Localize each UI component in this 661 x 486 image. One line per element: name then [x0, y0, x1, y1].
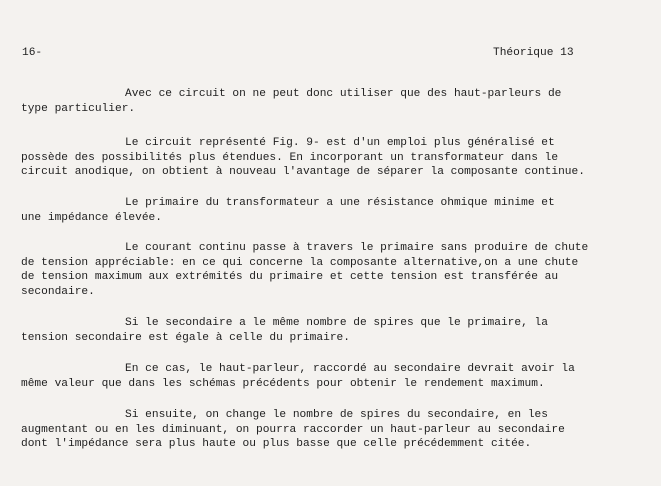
- paragraph-5: [21, 316, 581, 345]
- paragraph-7: [21, 408, 581, 452]
- paragraph-line: Si le secondaire a le même nombre de spires que le primaire, la: [125, 317, 548, 329]
- paragraph-line: Le primaire du transformateur a une résistance ohmique minime et: [125, 197, 555, 209]
- paragraph-line: Avec ce circuit on ne peut donc utiliser que des haut-parleurs de: [125, 88, 562, 100]
- page-number: 16-: [22, 47, 43, 59]
- paragraph-line: tension secondaire est égale à celle du primaire.: [21, 331, 350, 344]
- paragraph-1: [21, 87, 581, 116]
- paragraph-2: [21, 136, 585, 180]
- paragraph-line: augmentant ou en les diminuant, on pourra raccorder un haut-parleur au secondaire: [21, 423, 565, 436]
- paragraph-line: Le courant continu passe à travers le primaire sans produire de chute: [125, 242, 589, 254]
- paragraph-line: En ce cas, le haut-parleur, raccordé au secondaire devrait avoir la: [125, 363, 575, 375]
- paragraph-line: de tension maximum aux extrémités du primaire et cette tension est transférée au: [21, 271, 559, 283]
- paragraph-line: une impédance élevée.: [21, 211, 162, 224]
- paragraph-line: Si ensuite, on change le nombre de spires du secondaire, en les: [125, 409, 548, 421]
- running-title: Théorique 13: [493, 47, 574, 59]
- paragraph-line: même valeur que dans les schémas précédents pour obtenir le rendement maximum.: [21, 377, 545, 390]
- paragraph-line: secondaire.: [21, 285, 95, 298]
- paragraph-4: [21, 241, 589, 299]
- paragraph-line: dont l'impédance sera plus haute ou plus basse que celle précédemment citée.: [21, 438, 532, 450]
- paragraph-line: de tension appréciable: en ce qui concerne la composante alternative,on a une chute: [21, 256, 579, 269]
- paragraph-line: possède des possibilités plus étendues. En incorporant un transformateur dans le: [21, 151, 559, 164]
- paragraph-line: type particulier.: [21, 102, 136, 115]
- paragraph-line: Le circuit représenté Fig. 9- est d'un emploi plus généralisé et: [125, 137, 555, 149]
- paragraph-6: [21, 362, 581, 391]
- paragraph-line: circuit anodique, on obtient à nouveau l'avantage de séparer la composante continue.: [21, 166, 585, 178]
- paragraph-3: [21, 196, 581, 225]
